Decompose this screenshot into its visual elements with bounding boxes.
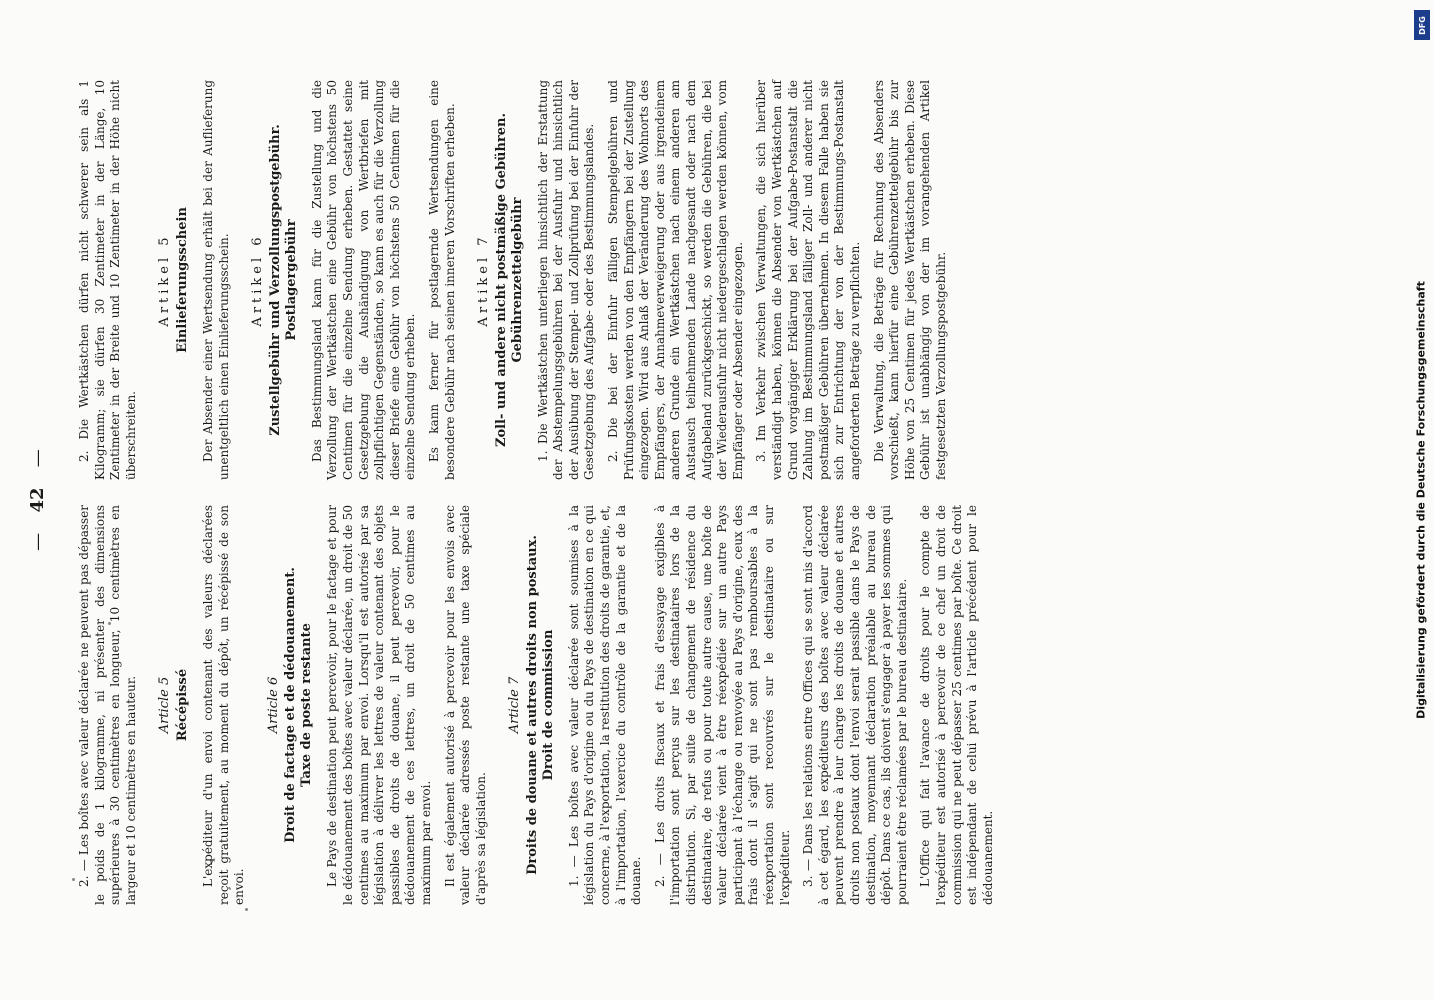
de-art5-para1: Der Absender einer Wertsendung erhält bei der Auflieferung unentgeltlich einen Einlieferungsschein. (200, 80, 231, 480)
page-dash-left: — (27, 532, 48, 551)
page-header (27, 80, 48, 920)
fr-art4-para2: 2. — Les boîtes avec valeur déclarée ne peuvent pas dépasser le poids de 1 kilogramme, ni présenter des dimensions supérieures à 30 centimètres en longueur, 10 centimètres en largeur et 10 centimètres en hauteur. (77, 505, 138, 905)
digitization-credit-text: Digitalisierung gefördert durch die Deutsche Forschungsgemeinschaft (1414, 281, 1428, 719)
de-art6-title-line2: Postlagergebühr (283, 219, 299, 341)
fr-art7-para4: L'Office qui fait l'avance de droits pour le compte de l'expéditeur est autorisé à percevoir de ce chef un droit de commission qui ne peut dépasser 25 centimes par boîte. Ce droit est indépendant de celui prévu à l'article précédent pour le dédouanement. (918, 505, 995, 905)
fr-art7-title (525, 505, 557, 905)
dfg-logo-text: DFG (1417, 15, 1427, 35)
de-art5-title: Einlieferungsschein (174, 207, 190, 353)
fr-art7-para3: 3. — Dans les relations entre Offices qui se sont mis d'accord à cet égard, les expéditeurs des boîtes avec valeur déclarée peuvent prendre à leur charge les droits de douane et autres droits non postaux dont l'envoi serait passible dans le Pays de destination, moyennant déclaration préalable au bureau de dépôt. Dans ce cas, ils doivent s'engager à payer les sommes qui pourraient être réclamées par le bureau destinataire. (801, 505, 909, 905)
fr-art6-title (283, 505, 315, 905)
de-art7-para1: 1. Die Wertkästchen unterliegen hinsichtlich der Erstattung der Abstempelungsgebühren bei der Ausfuhr und hinsichtlich der Ausübung der Stempel- und Zollprüfung bei der Einfuhr der Gesetzgebung des Aufgabe- oder des Bestimmungslandes. (535, 80, 597, 480)
de-art7-title-line1: Zoll- und andere nicht postmäßige Gebühren. (493, 112, 509, 448)
dfg-logo (1414, 10, 1430, 40)
de-art6-title-line1: Zustellgebühr und Verzollungspostgebühr. (267, 124, 283, 436)
de-art7-para2: 2. Die bei der Einfuhr fälligen Stempelgebühren und Prüfungskosten werden von den Empfängern bei der Zustellung eingezogen. Wird aus Anlaß der Veränderung des Wohnorts des Empfängers, der Annahmeverweigerung oder aus irgendeinem anderen Grunde ein Wertkästchen nach einem anderen am Austausch teilnehmenden Lande nachgesandt oder nach dem Aufgabeland zurückgeschickt, so werden die Gebühren, die bei der Wiederausfuhr nicht niedergeschlagen werden können, vom Empfänger oder Absender eingezogen. (606, 80, 745, 480)
fr-art6-label: Article 6 (265, 676, 281, 734)
fr-art7-title-line1: Droits de douane et autres droits non postaux. (524, 535, 540, 875)
fr-art5-label: Article 5 (157, 676, 173, 734)
rotated-document-page (17, 80, 1417, 920)
fr-art7-label: Article 7 (507, 676, 523, 734)
fr-art6-title-line1: Droit de factage et de dédouanement. (283, 567, 299, 843)
de-art6-title (268, 80, 300, 480)
fr-art6-para1: Le Pays de destination peut percevoir, pour le factage et pour le dédouanement des boîtes avec valeur déclarée, un droit de 50 centimes au maximum par envoi. Lorsqu'il est autorisé par sa législation à délivrer les lettres de valeur contenant des objets passibles de droits de douane, il peut percevoir, pour le dédouanement de ces lettres, un droit de 50 centimes au maximum par envoi. (325, 505, 433, 905)
de-art7-title-line2: Gebührenzettelgebühr (509, 197, 525, 363)
page-dash-right: — (27, 449, 48, 468)
de-art6-para1: Das Bestimmungsland kann für die Zustellung und die Verzollung der Wertkästchen eine Gebühr von höchstens 50 Centimen für die einzelne Sendung erheben. Gestattet seine Gesetzgebung die Aushändigung von Wertbriefen mit zollpflichtigen Gegenständen, so kann es auch für die Verzollung dieser Briefe eine Gebühr von höchstens 50 Centimen für die einzelne Sendung erheben. (309, 80, 418, 480)
french-column (77, 505, 1004, 905)
fr-art5-title: Récépissé (174, 668, 190, 742)
de-art7-para4: Die Verwaltung, die Beträge für Rechnung des Absenders vorschießt, kann hierfür eine Gebührenzettelgebühr bis zur Höhe von 25 Centimen für jedes Wertkästchen erheben. Diese Gebühr ist unabhängig von der im vorangehenden Artikel festgesetzten Verzollungspostgebühr. (871, 80, 948, 480)
de-art5-label: Artikel 5 (157, 233, 173, 327)
de-art7-title (494, 80, 526, 480)
de-art6-label: Artikel 6 (250, 233, 266, 327)
fr-art7-para2: 2. — Les droits fiscaux et frais d'essayage exigibles à l'importation sont perçus sur les destinataires lors de la distribution. Si, par suite de changement de résidence du destinataire, de refus ou pour toute autre cause, une boîte de valeur déclarée vient à être réexpédiée sur un autre Pays participant à l'échange ou renvoyée au Pays d'origine, ceux des frais dont il s'agit qui ne sont pas remboursables à la réexportation sont recouvrés sur le destinataire ou sur l'expéditeur. (652, 505, 792, 905)
de-art4-para2: 2. Die Wertkästchen dürfen nicht schwerer sein als 1 Kilogramm; sie dürfen 30 Zentimeter in der Länge, 10 Zentimeter in der Breite und 10 Zentimeter in der Höhe nicht überschreiten. (77, 80, 138, 480)
de-art7-label: Artikel 7 (476, 233, 492, 327)
german-column (77, 80, 958, 480)
de-art7-para3: 3. Im Verkehr zwischen Verwaltungen, die sich hierüber verständigt haben, können die Absender von Wertkästchen auf Grund vorgängiger Erklärung bei der Aufgabe-Postanstalt die Zahlung im Bestimmungsland fälliger Zoll- und anderer nicht postmäßiger Gebühren übernehmen. In diesem Falle haben sie sich zur Entrichtung der von der Bestimmungs-Postanstalt angeforderten Beträge zu verpflichten. (754, 80, 862, 480)
fr-art6-title-line2: Taxe de poste restante (299, 623, 315, 787)
fr-art7-title-line2: Droit de commission (540, 629, 556, 781)
de-art6-para2: Es kann ferner für postlagernde Wertsendungen eine besondere Gebühr nach seinen inneren Vorschriften erheben. (426, 80, 457, 480)
fr-art7-para1: 1. — Les boîtes avec valeur déclarée sont soumises à la législation du Pays d'origine ou du Pays de destination en ce qui concerne, à l'exportation, la restitution des droits de garantie, et, à l'importation, l'exercice du contrôle de la garantie et de la douane. (566, 505, 644, 905)
page-number: 42 (27, 487, 48, 513)
fr-art6-para2: Il est également autorisé à percevoir pour les envois avec valeur déclarée adressés poste restante une taxe spéciale d'après sa législation. (442, 505, 488, 905)
fr-art5-para1: L'expéditeur d'un envoi contenant des valeurs déclarées reçoit gratuitement, au moment du dépôt, un récépissé de son envoi. (200, 505, 247, 905)
